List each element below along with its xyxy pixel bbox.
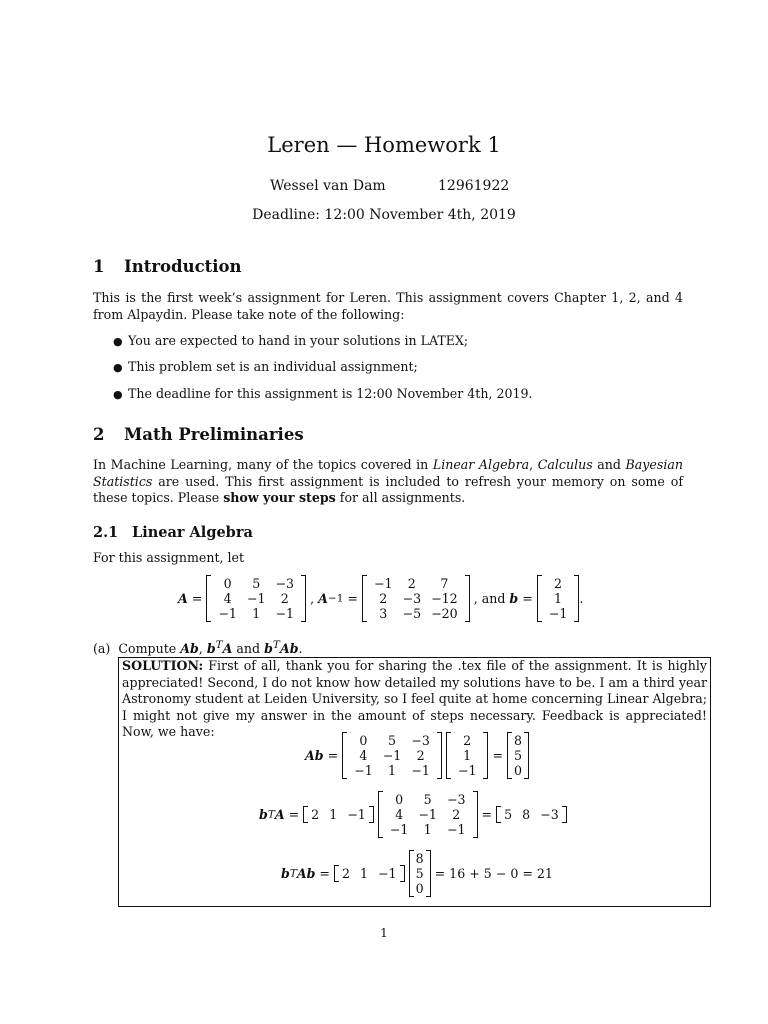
matrix-entry: 5 bbox=[415, 866, 424, 881]
text: are used. This first assignment is included to refresh your memory on some of these topics. Please bbox=[93, 473, 683, 505]
matrix-entry: 2 bbox=[416, 748, 425, 763]
matrix-row bbox=[385, 792, 471, 807]
matrix-entry: 0 bbox=[223, 576, 232, 591]
equation-Ab: Ab = 0 5 −3 4 −1 2 −1 1 −1 2 1 −1 = 8 5 0 bbox=[305, 733, 529, 778]
matrix-entry: −1 bbox=[548, 606, 568, 621]
matrix-row bbox=[411, 851, 429, 866]
math-paragraph bbox=[93, 457, 683, 507]
text: , bbox=[529, 457, 538, 472]
row-vector-bTA bbox=[496, 807, 567, 822]
question-label: (a) bbox=[93, 641, 111, 657]
symbol-A-inverse: A bbox=[318, 591, 328, 606]
section-number: 1 bbox=[93, 257, 105, 276]
matrix-entry: −3 bbox=[411, 733, 430, 748]
matrix-entry: 3 bbox=[379, 606, 388, 621]
matrix-entry: 5 bbox=[252, 576, 261, 591]
matrix-entry: −20 bbox=[431, 606, 458, 621]
matrix-row bbox=[369, 576, 463, 591]
matrix-entry: −1 bbox=[389, 822, 409, 837]
equation-bTAb: bTAb = 2 1 −1 8 5 0 = 16 + 5 − 0 = 21 bbox=[281, 851, 553, 896]
matrix-A bbox=[342, 733, 442, 778]
matrix-row bbox=[213, 591, 299, 606]
matrix-entry: 0 bbox=[514, 763, 523, 778]
topic-linear-algebra: Linear Algebra bbox=[432, 457, 530, 472]
matrix-entry: 5 bbox=[423, 792, 432, 807]
matrix-entry: −1 bbox=[457, 763, 477, 778]
linalg-intro: For this assignment, let bbox=[93, 550, 245, 565]
subsection-heading-linear-algebra bbox=[93, 524, 253, 541]
matrix-entry: 1 bbox=[554, 591, 563, 606]
list-item: ● You are expected to hand in your solutions in LATEX; bbox=[113, 333, 469, 348]
matrix-entry: 2 bbox=[407, 576, 416, 591]
deadline-line: Deadline: 12:00 November 4th, 2019 bbox=[252, 207, 516, 223]
expr-bT: b bbox=[206, 641, 216, 657]
matrix-row bbox=[349, 748, 435, 763]
matrix-entry: −1 bbox=[218, 606, 237, 621]
topic-calculus: Calculus bbox=[537, 457, 593, 472]
matrix-entry: 1 bbox=[463, 748, 472, 763]
matrix-entry: 0 bbox=[415, 881, 424, 896]
matrix-entry: 7 bbox=[440, 576, 449, 591]
matrix-row bbox=[349, 733, 435, 748]
matrix-row bbox=[385, 807, 471, 822]
matrix-entry: 5 bbox=[514, 748, 523, 763]
section-title: Introduction bbox=[124, 257, 242, 276]
solution-body: First of all, thank you for sharing the .tex file of the assignment. It is highly appreciated! Second, I do not know how detailed my solutions have to be. I am a third year Astronomy student at Leiden University, so I feel quite at home concerning Linear Algebra; I might not give my answer in the amount of steps necessary. Feedback is appreciated! Now, we have: bbox=[122, 658, 707, 739]
list-item-text: This problem set is an individual assignment; bbox=[128, 359, 418, 374]
text: In Machine Learning, many of the topics covered in bbox=[93, 457, 433, 472]
matrix-entry: −1 bbox=[347, 807, 366, 822]
matrix-entry: −1 bbox=[246, 591, 266, 606]
matrix-entry: 1 bbox=[388, 763, 397, 778]
matrix-row bbox=[453, 748, 482, 763]
matrix-entry: 4 bbox=[395, 807, 404, 822]
final-result: = 16 + 5 − 0 = 21 bbox=[434, 866, 553, 881]
matrix-entry: 1 bbox=[329, 807, 338, 822]
matrix-A-inverse bbox=[362, 576, 470, 621]
matrix-entry: 0 bbox=[359, 733, 368, 748]
expr-A: A bbox=[222, 641, 233, 657]
matrix-A bbox=[206, 576, 306, 621]
matrix-row bbox=[411, 866, 429, 881]
equation-bTA: bTA = 2 1 −1 0 5 −3 4 −1 2 −1 1 −1 = 5 8 −3 bbox=[259, 792, 567, 837]
matrix-row bbox=[213, 576, 299, 591]
matrix-entry: −1 bbox=[382, 748, 402, 763]
intro-paragraph: This is the first week’s assignment for Leren. This assignment covers Chapter 1, 2, and 4 from Alpaydin. Please take note of the following: bbox=[93, 290, 683, 322]
matrix-row bbox=[499, 807, 564, 822]
matrix-row bbox=[509, 733, 527, 748]
expr-Ab: Ab bbox=[180, 641, 199, 657]
section-heading-math-preliminaries bbox=[93, 425, 304, 444]
text: and bbox=[592, 457, 626, 472]
matrix-entry: 1 bbox=[423, 822, 432, 837]
matrix-entry: 2 bbox=[554, 576, 563, 591]
matrix-entry: 4 bbox=[359, 748, 368, 763]
expr-Ab2: Ab bbox=[279, 641, 299, 657]
question-a: (a) Compute Ab, $b^TA$ and $b^TAb$. bbox=[93, 639, 303, 657]
expr-bT2: b bbox=[264, 641, 273, 657]
matrix-row bbox=[337, 866, 402, 881]
matrix-row bbox=[453, 733, 482, 748]
row-vector-bT bbox=[303, 807, 374, 822]
matrix-entry: −1 bbox=[411, 763, 430, 778]
matrix-entry: −3 bbox=[540, 807, 559, 822]
matrix-row bbox=[369, 591, 463, 606]
inverse-exponent: −1 bbox=[327, 592, 344, 605]
matrix-entry: 2 bbox=[341, 866, 350, 881]
solution-label: SOLUTION: bbox=[122, 658, 204, 673]
solution-text bbox=[122, 658, 707, 741]
row-vector-bT bbox=[334, 866, 405, 881]
matrix-entry: −12 bbox=[431, 591, 458, 606]
student-id: 12961922 bbox=[438, 178, 510, 194]
matrix-entry: −1 bbox=[354, 763, 373, 778]
matrix-entry: 8 bbox=[522, 807, 531, 822]
list-item-text: You are expected to hand in your solutions in LATEX; bbox=[128, 333, 469, 348]
matrix-entry: 5 bbox=[388, 733, 397, 748]
matrix-row bbox=[349, 763, 435, 778]
matrix-entry: 1 bbox=[359, 866, 368, 881]
text: for all assignments. bbox=[335, 490, 466, 505]
matrix-entry: 4 bbox=[223, 591, 232, 606]
matrix-row bbox=[213, 606, 299, 621]
matrix-row bbox=[369, 606, 463, 621]
matrix-entry: −5 bbox=[402, 606, 422, 621]
matrix-entry: −1 bbox=[378, 866, 397, 881]
matrix-row bbox=[509, 748, 527, 763]
matrix-entry: 0 bbox=[395, 792, 404, 807]
author-name: Wessel van Dam bbox=[270, 178, 386, 194]
matrix-definitions: A = 0 5 −3 4 −1 2 −1 1 −1 , A−1 = −1 2 7 2 −3 −12 3 −5 −20 , and b = 2 1 −1 . bbox=[178, 576, 584, 621]
matrix-entry: −3 bbox=[446, 792, 466, 807]
matrix-entry: −1 bbox=[418, 807, 437, 822]
matrix-entry: 8 bbox=[415, 851, 424, 866]
matrix-entry: −1 bbox=[275, 606, 295, 621]
section-number: 2 bbox=[93, 425, 105, 444]
matrix-entry: −1 bbox=[373, 576, 393, 591]
section-heading-introduction bbox=[93, 257, 242, 276]
document-title: Leren — Homework 1 bbox=[267, 133, 501, 157]
matrix-entry: 8 bbox=[514, 733, 523, 748]
symbol-A: A bbox=[178, 591, 188, 606]
matrix-row bbox=[544, 591, 573, 606]
matrix-entry: 2 bbox=[311, 807, 320, 822]
matrix-entry: 5 bbox=[504, 807, 513, 822]
matrix-entry: 2 bbox=[452, 807, 461, 822]
vector-b bbox=[446, 733, 489, 778]
matrix-row bbox=[411, 881, 429, 896]
matrix-entry: −3 bbox=[402, 591, 422, 606]
solution-box bbox=[118, 657, 711, 907]
matrix-entry: −3 bbox=[275, 576, 295, 591]
list-item-text: The deadline for this assignment is 12:00 November 4th, 2019. bbox=[128, 386, 533, 401]
matrix-entry: 2 bbox=[379, 591, 388, 606]
subsection-title: Linear Algebra bbox=[132, 524, 253, 541]
symbol-b: b bbox=[509, 591, 519, 606]
matrix-entry: −1 bbox=[446, 822, 466, 837]
matrix-entry: 2 bbox=[463, 733, 472, 748]
matrix-entry: 2 bbox=[280, 591, 289, 606]
matrix-row bbox=[385, 822, 471, 837]
vector-Ab bbox=[409, 851, 431, 896]
and-text: , and bbox=[473, 591, 510, 606]
vector-Ab bbox=[507, 733, 529, 778]
list-item: ● This problem set is an individual assignment; bbox=[113, 359, 418, 374]
list-item: ● The deadline for this assignment is 12:00 November 4th, 2019. bbox=[113, 386, 533, 401]
matrix-row bbox=[544, 606, 573, 621]
topic-bayesian-statistics: Bayesian Statistics bbox=[93, 457, 683, 489]
matrix-row bbox=[544, 576, 573, 591]
matrix-row bbox=[509, 763, 527, 778]
vector-b bbox=[537, 576, 580, 621]
emphasis-show-steps: show your steps bbox=[223, 490, 336, 505]
section-title: Math Preliminaries bbox=[124, 425, 304, 444]
page-number: 1 bbox=[380, 926, 388, 940]
subsection-number: 2.1 bbox=[93, 524, 119, 541]
matrix-row bbox=[453, 763, 482, 778]
matrix-A bbox=[378, 792, 478, 837]
question-text: Compute bbox=[118, 641, 181, 657]
matrix-row bbox=[306, 807, 371, 822]
matrix-entry: 1 bbox=[252, 606, 261, 621]
